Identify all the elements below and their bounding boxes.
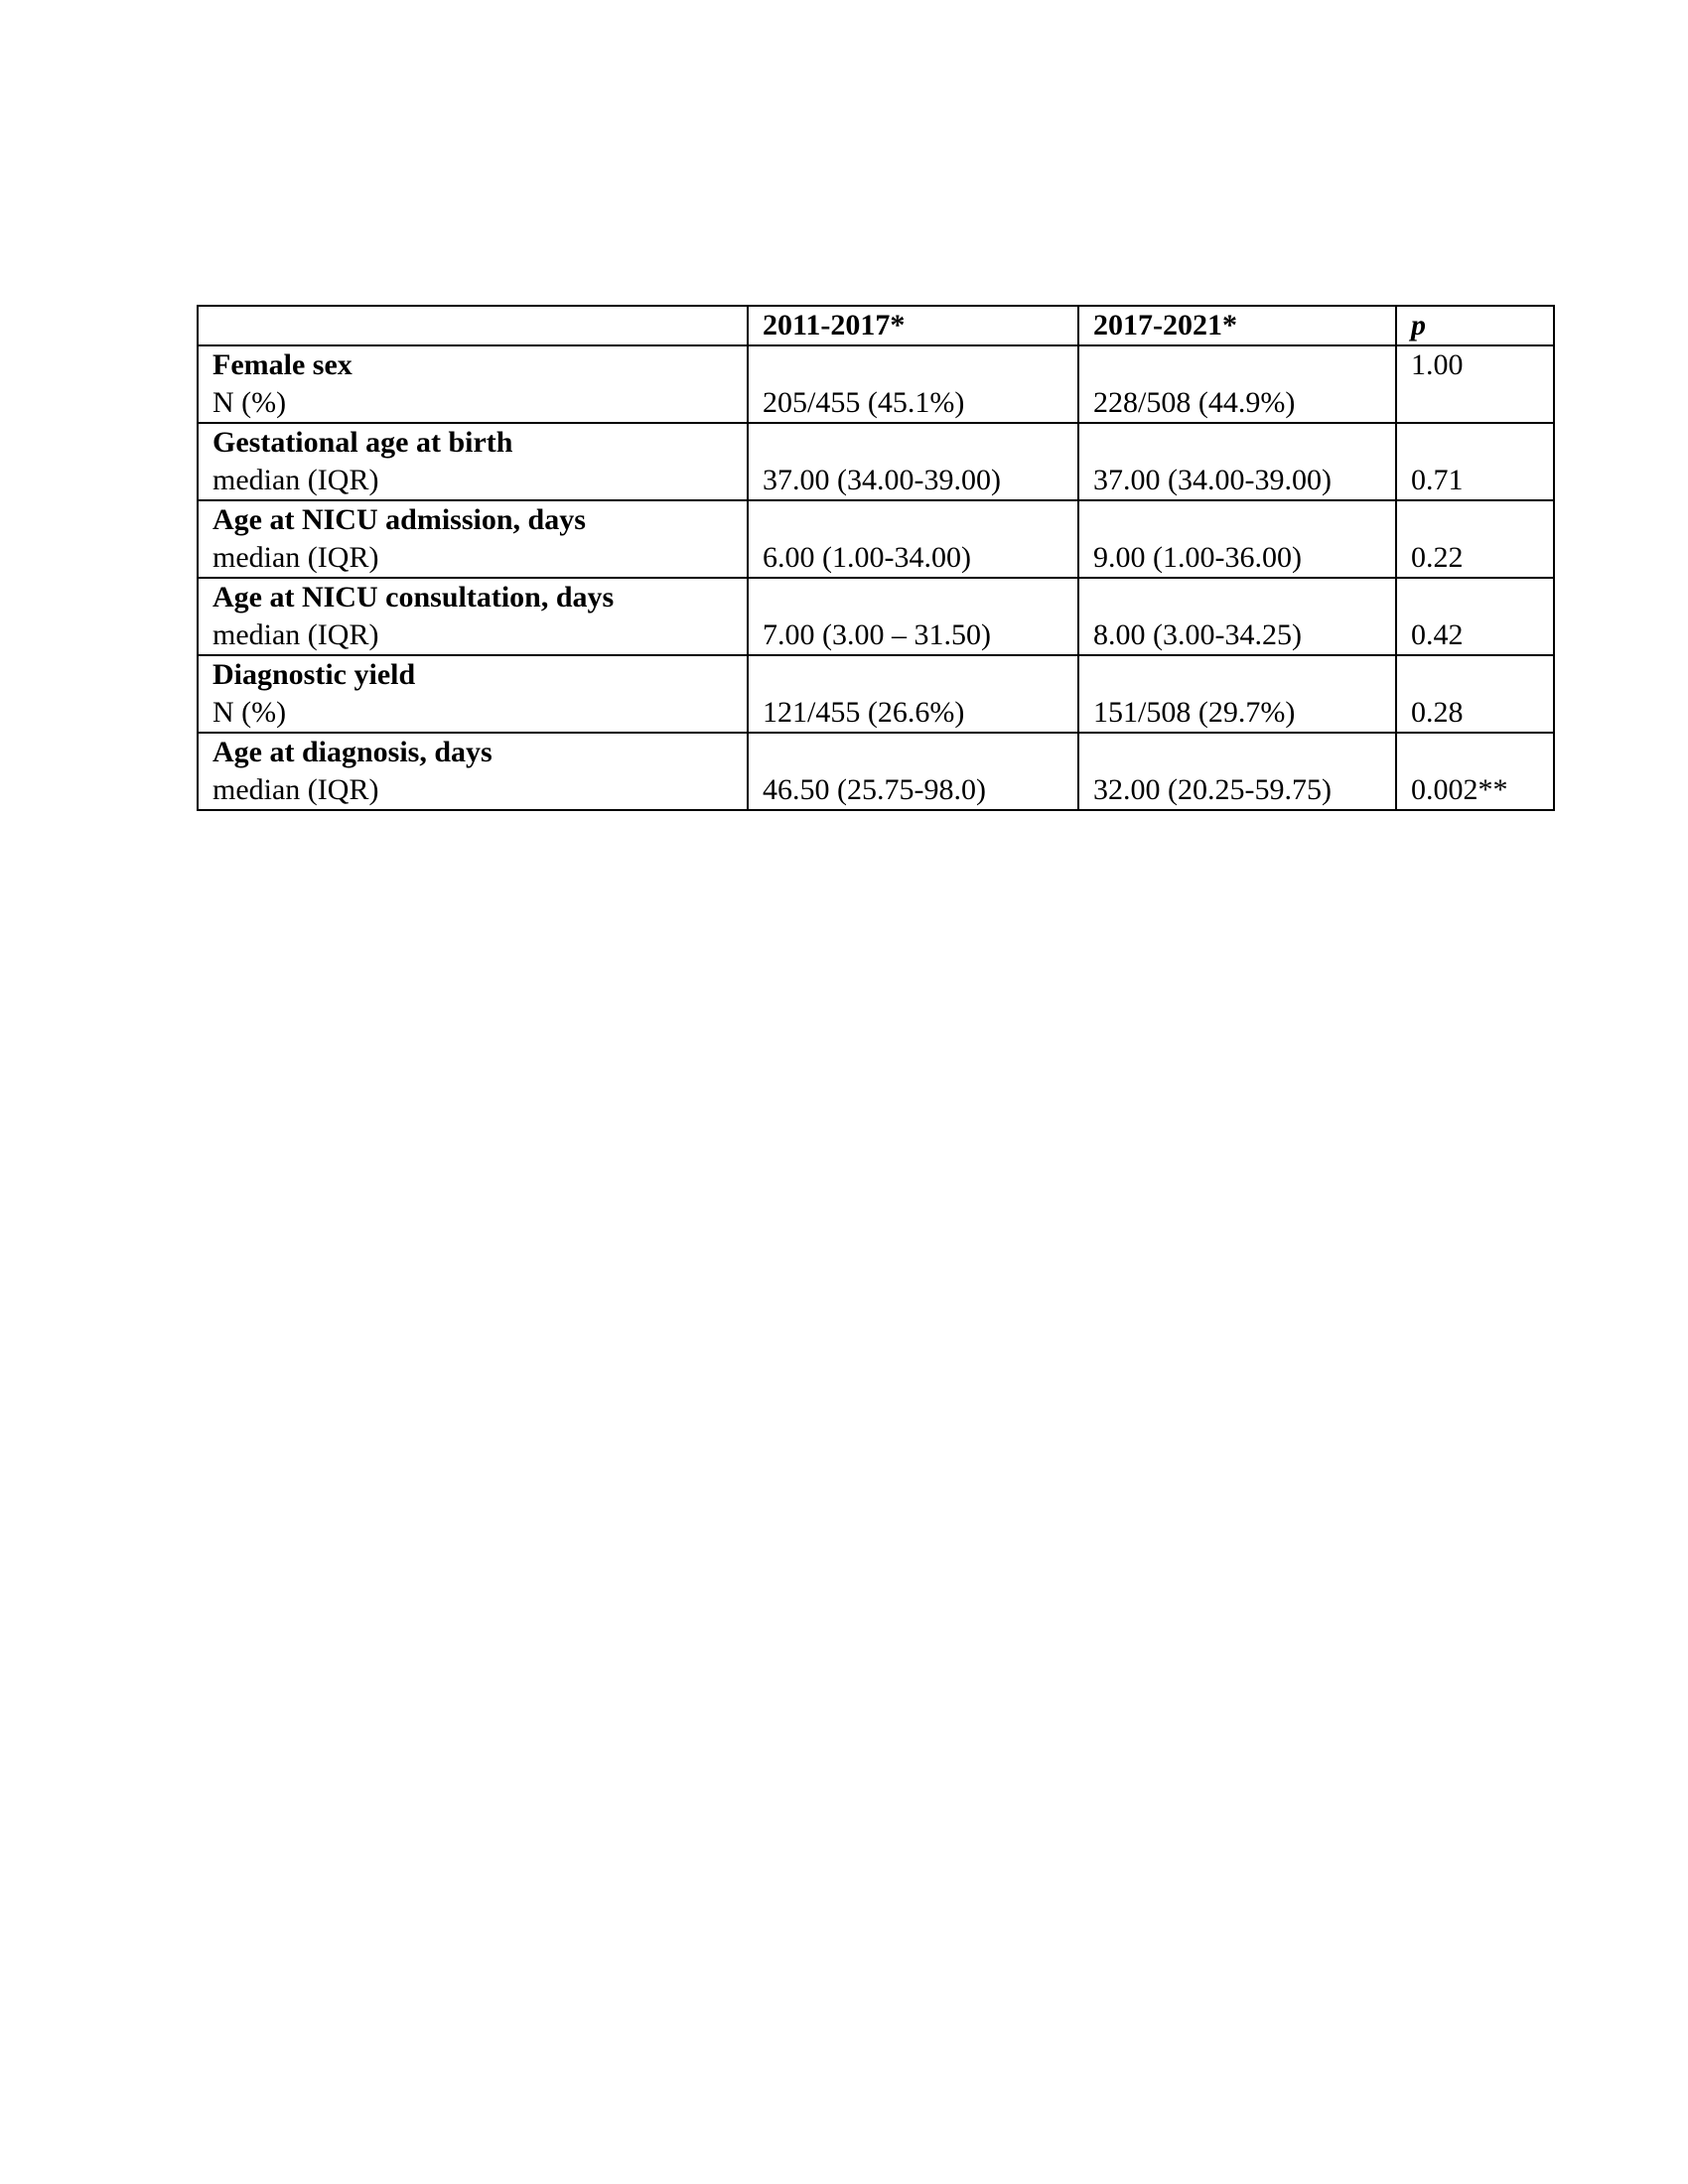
- comparison-table: [197, 305, 1555, 811]
- row-title: Diagnostic yield: [212, 658, 416, 691]
- table-row: [198, 345, 1554, 423]
- header-cell-period-2: 2017-2021*: [1078, 306, 1396, 345]
- row-label-cell: [198, 345, 748, 423]
- table-row: [198, 578, 1554, 655]
- value-cell-period-2: 228/508 (44.9%): [1078, 345, 1396, 423]
- value-cell-period-2: 8.00 (3.00-34.25): [1078, 578, 1396, 655]
- header-cell-period-1: 2011-2017*: [748, 306, 1078, 345]
- value-cell-period-2: 37.00 (34.00-39.00): [1078, 423, 1396, 500]
- row-title: Age at NICU consultation, days: [212, 581, 615, 614]
- p-value-cell: 0.22: [1396, 500, 1554, 578]
- value-cell-period-1: 46.50 (25.75-98.0): [748, 733, 1078, 810]
- p-value-cell: 0.42: [1396, 578, 1554, 655]
- value-cell-period-2: 151/508 (29.7%): [1078, 655, 1396, 733]
- header-cell-p-value: p: [1396, 306, 1554, 345]
- p-value-cell: 0.002**: [1396, 733, 1554, 810]
- row-label-cell: [198, 655, 748, 733]
- row-sublabel: median (IQR): [212, 464, 379, 496]
- row-sublabel: N (%): [212, 386, 287, 419]
- table-row: [198, 733, 1554, 810]
- p-value-cell: 1.00: [1396, 345, 1554, 423]
- value-cell-period-2: 9.00 (1.00-36.00): [1078, 500, 1396, 578]
- table-row: [198, 423, 1554, 500]
- value-cell-period-2: 32.00 (20.25-59.75): [1078, 733, 1396, 810]
- table-row: [198, 500, 1554, 578]
- row-title: Gestational age at birth: [212, 426, 513, 459]
- row-title: Female sex: [212, 348, 352, 381]
- value-cell-period-1: 121/455 (26.6%): [748, 655, 1078, 733]
- row-sublabel: N (%): [212, 696, 287, 729]
- row-title: Age at NICU admission, days: [212, 503, 586, 536]
- row-title: Age at diagnosis, days: [212, 736, 492, 768]
- row-label-cell: [198, 733, 748, 810]
- value-cell-period-1: 6.00 (1.00-34.00): [748, 500, 1078, 578]
- row-sublabel: median (IQR): [212, 773, 379, 806]
- row-label-cell: [198, 578, 748, 655]
- p-value-cell: 0.28: [1396, 655, 1554, 733]
- header-cell-blank: [198, 306, 748, 345]
- row-label-cell: [198, 500, 748, 578]
- row-sublabel: median (IQR): [212, 618, 379, 651]
- table-header-row: [198, 306, 1554, 345]
- value-cell-period-1: 37.00 (34.00-39.00): [748, 423, 1078, 500]
- value-cell-period-1: 205/455 (45.1%): [748, 345, 1078, 423]
- row-label-cell: [198, 423, 748, 500]
- p-value-cell: 0.71: [1396, 423, 1554, 500]
- value-cell-period-1: 7.00 (3.00 – 31.50): [748, 578, 1078, 655]
- table-row: [198, 655, 1554, 733]
- row-sublabel: median (IQR): [212, 541, 379, 574]
